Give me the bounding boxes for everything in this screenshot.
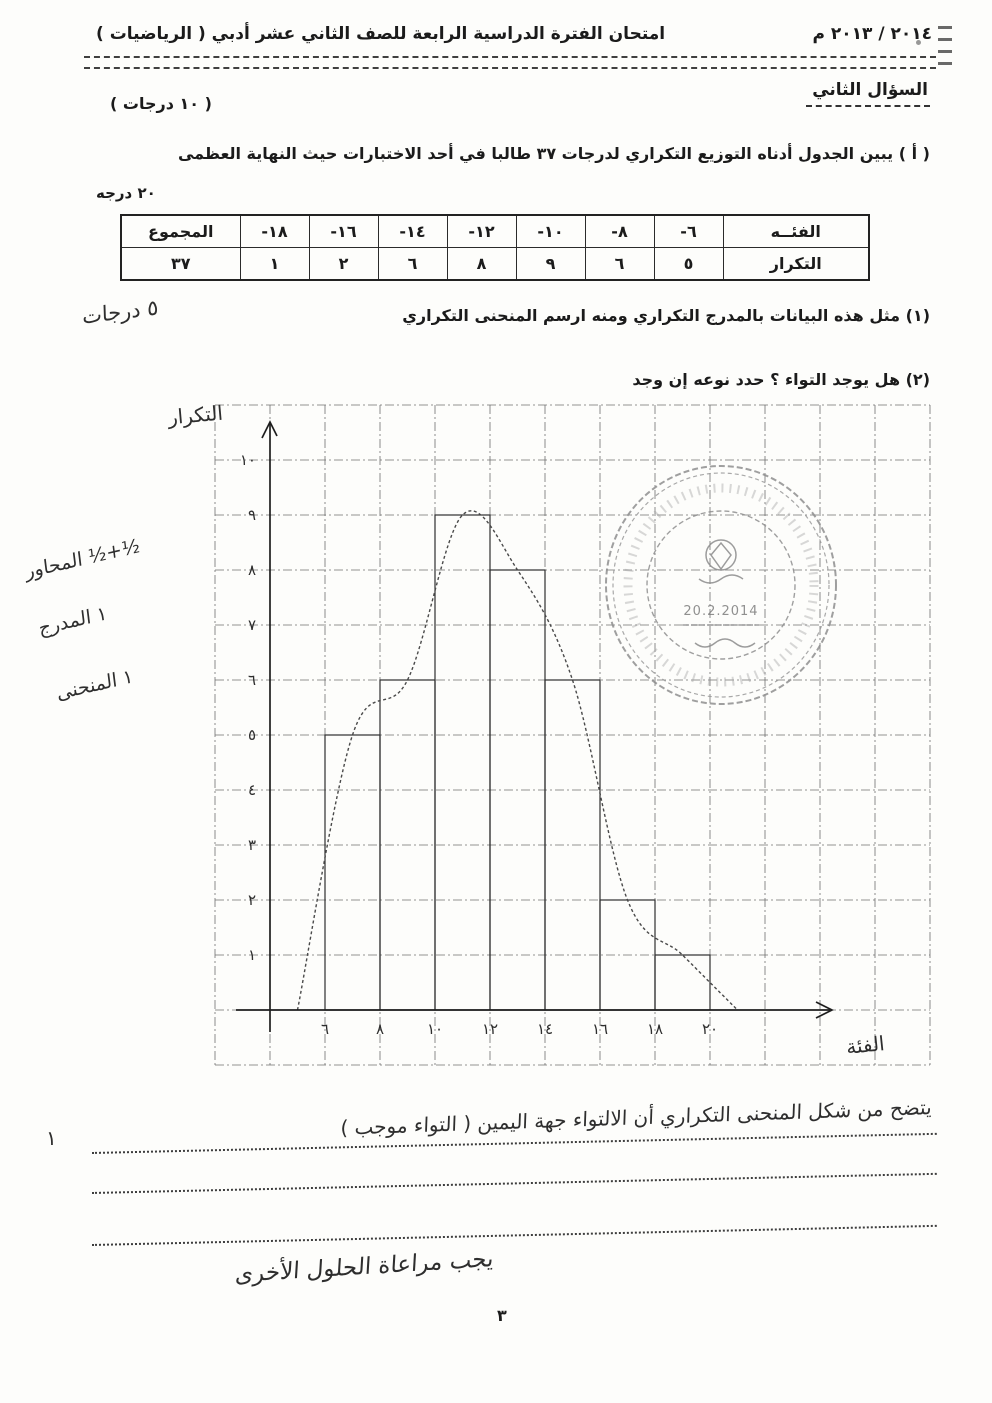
class-header-cell: الفئــه	[723, 215, 869, 248]
answer-dotted-line	[92, 1173, 937, 1194]
handwritten-margin-score: ١	[46, 1126, 57, 1150]
frequency-header-cell: التكرار	[723, 248, 869, 281]
svg-text:٨: ٨	[247, 561, 256, 579]
stamp-emblem	[695, 540, 755, 647]
stamp-arc-text	[628, 488, 814, 682]
frequency-cell: ٥	[654, 248, 723, 281]
class-cell: -١٨	[240, 215, 309, 248]
svg-text:٢: ٢	[247, 891, 256, 909]
class-cell: -١٦	[309, 215, 378, 248]
stamp-date: 20.2.2014	[683, 604, 759, 619]
svg-text:٦: ٦	[320, 1020, 330, 1038]
page-number: ٣	[497, 1306, 507, 1325]
question-2: (٢) هل يوجد التواء ؟ حدد نوعه إن وجد	[632, 370, 930, 389]
question-1: (١) مثل هذه البيانات بالمدرج التكراري ومنه ارسم المنحنى التكراري	[402, 306, 930, 325]
svg-text:٤: ٤	[247, 781, 256, 799]
svg-text:٦: ٦	[247, 671, 256, 689]
svg-text:٢٠: ٢٠	[701, 1020, 719, 1038]
svg-text:٧: ٧	[247, 616, 256, 634]
frequency-cell: ٩	[516, 248, 585, 281]
handwritten-margin-note: ١ المدرج	[37, 602, 109, 640]
header-divider	[84, 56, 936, 69]
frequency-cell: ٢	[309, 248, 378, 281]
svg-text:٩: ٩	[247, 506, 256, 524]
class-cell: -١٤	[378, 215, 447, 248]
handwritten-margin-note: ١ المنحنى	[55, 665, 135, 705]
table-row-frequencies	[121, 248, 869, 281]
svg-text:١٠: ١٠	[239, 451, 256, 469]
exam-year: ٢٠١٤ / ٢٠١٣ م	[812, 24, 932, 44]
total-label-cell: المجموع	[121, 215, 240, 248]
svg-text:١٨: ١٨	[646, 1020, 664, 1038]
svg-text:١٠: ١٠	[426, 1020, 444, 1038]
svg-text:٥: ٥	[247, 726, 256, 744]
handwritten-footer-note: يجب مراعاة الحلول الأخرى	[234, 1246, 495, 1288]
intro-line-1: ( أ ) يبين الجدول أدناه التوزيع التكراري لدرجات ٣٧ طالبا في أحد الاختبارات حيث النهاية العظمى	[177, 144, 930, 163]
scan-artifact	[938, 26, 952, 72]
class-cell: -٦	[654, 215, 723, 248]
class-cell: -١٠	[516, 215, 585, 248]
answer-dotted-line	[92, 1225, 937, 1246]
x-axis-label: الفئة	[844, 1031, 886, 1059]
frequency-cell: ٨	[447, 248, 516, 281]
intro-line-2: ٢٠ درجه	[96, 184, 156, 202]
exam-title: امتحان الفترة الدراسية الرابعة للصف الثاني عشر أدبي ( الرياضيات )	[96, 24, 666, 44]
table-row-classes	[121, 215, 869, 248]
svg-text:١: ١	[247, 946, 256, 964]
svg-text:١٦: ١٦	[591, 1020, 609, 1038]
page-header	[96, 24, 932, 44]
frequency-table	[120, 214, 870, 281]
handwritten-margin-note: ½+½ المحاور	[24, 534, 142, 584]
handwritten-q1-marks: ٥ درجات	[81, 295, 159, 329]
svg-text:٨: ٨	[375, 1020, 385, 1038]
section-title: السؤال الثاني	[806, 80, 930, 107]
y-axis-label: التكرار	[166, 400, 224, 430]
frequency-cell: ١	[240, 248, 309, 281]
svg-text:٣: ٣	[247, 836, 256, 854]
class-cell: -١٢	[447, 215, 516, 248]
class-cell: -٨	[585, 215, 654, 248]
svg-text:١٤: ١٤	[536, 1020, 554, 1038]
svg-text:١٢: ١٢	[481, 1020, 499, 1038]
handwritten-answer: يتضح من شكل المنحنى التكراري أن الالتواء جهة اليمين ( التواء موجب )	[340, 1095, 933, 1140]
total-value-cell: ٣٧	[121, 248, 240, 281]
frequency-cell: ٦	[585, 248, 654, 281]
section-marks: ( ١٠ درجات )	[110, 94, 212, 113]
frequency-cell: ٦	[378, 248, 447, 281]
official-stamp	[603, 463, 839, 707]
